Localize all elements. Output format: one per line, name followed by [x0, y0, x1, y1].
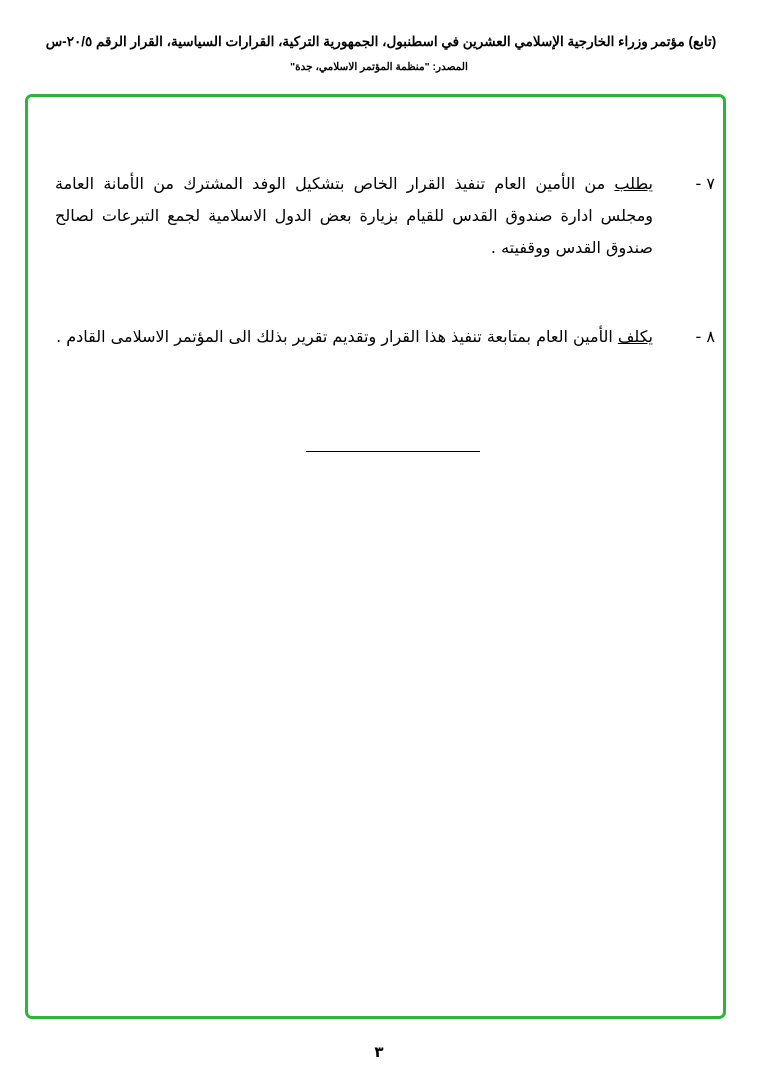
item-text: [55, 321, 653, 353]
item-number: ٧ -: [695, 174, 715, 193]
item-body: من الأمين العام تنفيذ القرار الخاص بتشكيل الوفد المشترك من الأمانة العامة ومجلس ادارة صندوق القدس للقيام بزيارة بعض الدول الاسلامية لجمع التبرعات لصالح صندوق القدس ووقفيته .: [55, 174, 653, 257]
document-header-title: (تابع) مؤتمر وزراء الخارجية الإسلامي العشرين في اسطنبول، الجمهورية التركية، القرارات السياسية، القرار الرقم ٢٠/٥-س: [45, 34, 717, 49]
end-separator-line: [306, 451, 480, 452]
item-lead-verb: يكلف: [617, 327, 653, 346]
resolution-item-8: [55, 321, 715, 391]
item-number: ٨ -: [695, 327, 715, 346]
item-body: الأمين العام بمتابعة تنفيذ هذا القرار وتقديم تقرير بذلك الى المؤتمر الاسلامى القادم .: [56, 327, 618, 346]
item-text: [55, 168, 653, 264]
document-source-line: المصدر: "منظمة المؤتمر الاسلامي، جدة": [290, 61, 468, 73]
resolution-item-7: [55, 168, 715, 298]
item-lead-verb: يطلب: [614, 174, 653, 193]
page-number: ٣: [374, 1043, 384, 1061]
